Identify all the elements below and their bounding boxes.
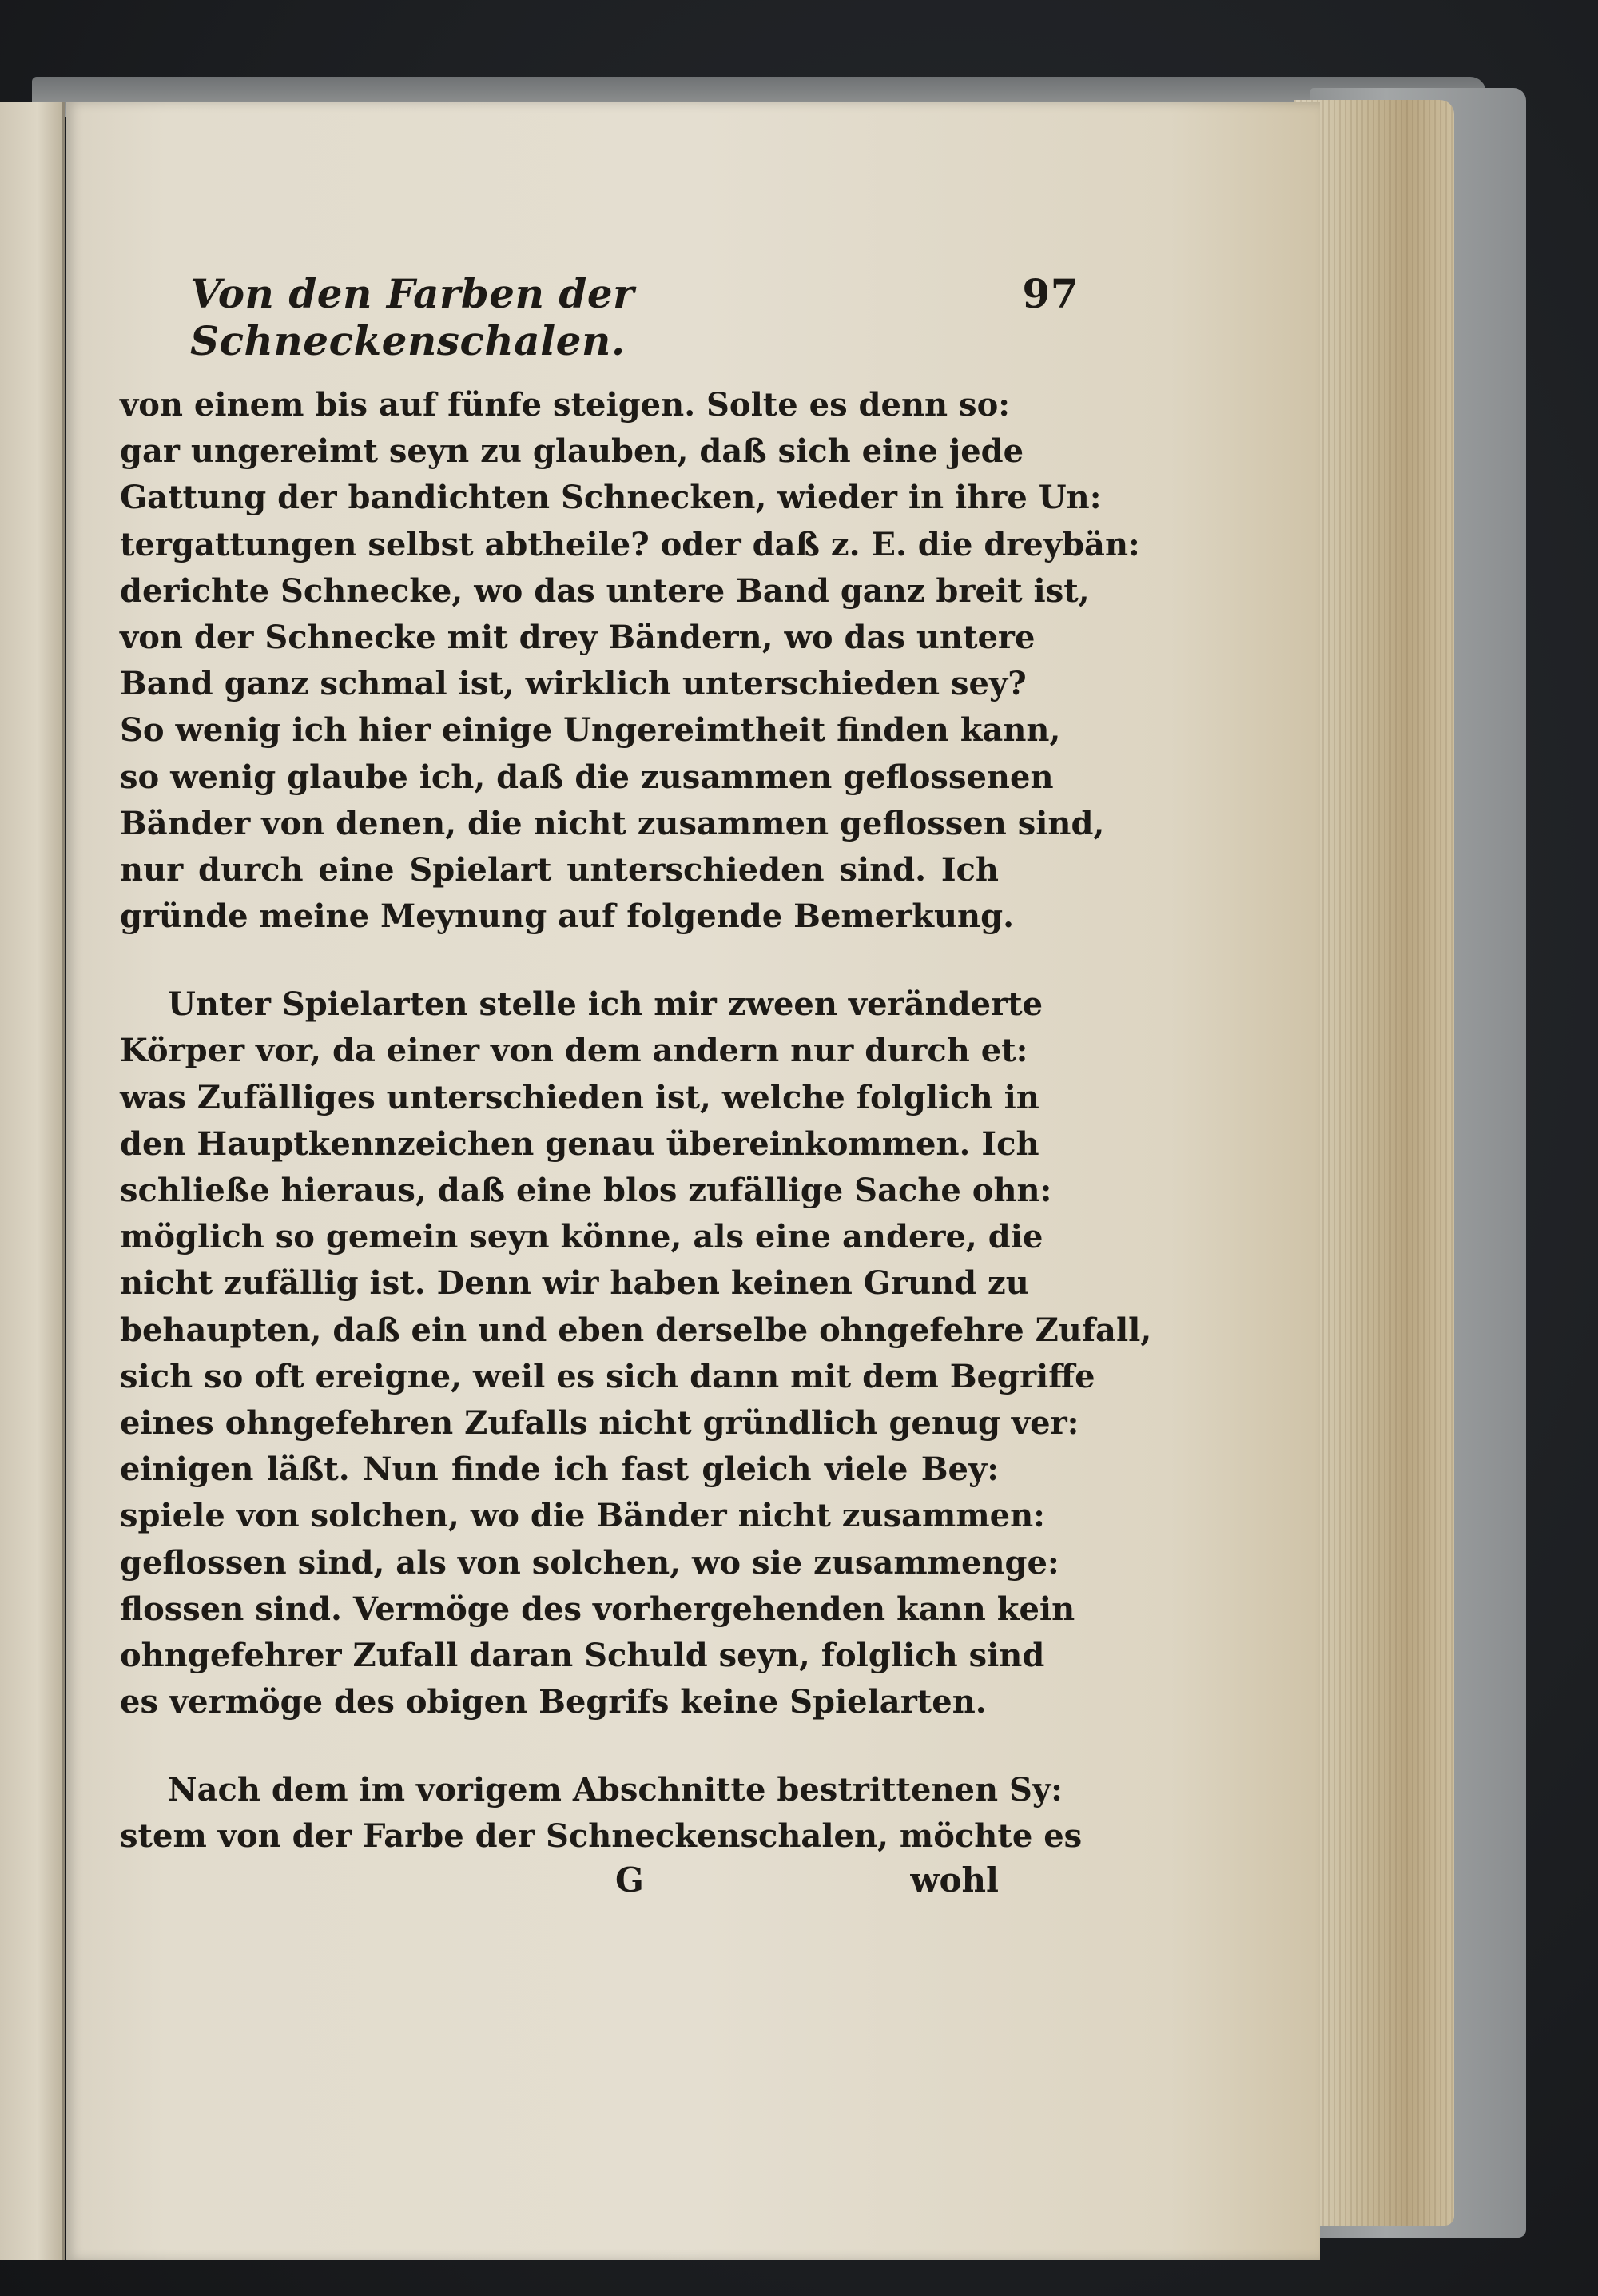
text-line: so wenig glaube ich, daß die zusammen geflossenen (120, 758, 1054, 796)
text-line: Band ganz schmal ist, wirklich unterschieden sey? (120, 665, 1027, 703)
text-line: spiele von solchen, wo die Bänder nicht zusammen: (120, 1497, 1045, 1535)
text-line: möglich so gemein seyn könne, als eine andere, die (120, 1218, 1043, 1256)
text-line: gründe meine Meynung auf folgende Bemerkung. (120, 897, 1015, 936)
text-line: nur durch eine Spielart unterschieden sind. Ich (120, 850, 999, 889)
page-number: 97 (1022, 270, 1079, 317)
text-line: was Zufälliges unterschieden ist, welche folglich in (120, 1078, 1039, 1116)
text-line: den Hauptkennzeichen genau übereinkommen. Ich (120, 1124, 1039, 1163)
page-text-block (120, 270, 1152, 1908)
text-line: Nach dem im vorigem Abschnitte bestrittenen Sy: (168, 1771, 1063, 1809)
text-line: eines ohngefehren Zufalls nicht gründlich genug ver: (120, 1403, 1079, 1442)
book-page (66, 102, 1320, 2260)
text-line: Körper vor, da einer von dem andern nur durch et: (120, 1032, 1028, 1070)
paragraph-1 (120, 382, 1140, 940)
text-line: behaupten, daß ein und eben derselbe ohngefehre Zufall, (120, 1311, 1152, 1349)
text-line: ohngefehrer Zufall daran Schuld seyn, folglich sind (120, 1636, 1045, 1674)
text-line: es vermöge des obigen Begrifs keine Spielarten. (120, 1683, 987, 1721)
text-line: derichte Schnecke, wo das untere Band ganz breit ist, (120, 571, 1090, 610)
text-line: gar ungereimt seyn zu glauben, daß sich eine jede (120, 432, 1024, 471)
text-line: geflossen sind, als von solchen, wo sie zusammenge: (120, 1543, 1059, 1582)
running-head (190, 270, 1079, 364)
facing-page-left (0, 102, 65, 2260)
paragraph-2 (120, 981, 1152, 1725)
text-line: Gattung der bandichten Schnecken, wieder in ihre Un: (120, 479, 1102, 517)
page-footer (120, 1860, 999, 1908)
paragraph-3 (120, 1767, 1083, 1860)
text-line: Bänder von denen, die nicht zusammen geflossen sind, (120, 804, 1105, 842)
text-line: So wenig ich hier einige Ungereimtheit finden kann, (120, 711, 1061, 750)
running-head-title: Von den Farben der Schneckenschalen. (190, 270, 634, 364)
text-line: tergattungen selbst abtheile? oder daß z. E. die dreybän: (120, 525, 1140, 563)
text-line: von der Schnecke mit drey Bändern, wo das untere (120, 618, 1036, 656)
text-line: schließe hieraus, daß eine blos zufällige Sache ohn: (120, 1172, 1052, 1209)
catchword: wohl (910, 1860, 999, 1900)
text-line: stem von der Farbe der Schneckenschalen, möchte es (120, 1817, 1083, 1856)
signature-mark: G (615, 1860, 644, 1900)
text-line: nicht zufällig ist. Denn wir haben keinen Grund zu (120, 1264, 1029, 1303)
text-line: flossen sind. Vermöge des vorhergehenden kann kein (120, 1590, 1075, 1628)
text-line: Unter Spielarten stelle ich mir zween veränderte (168, 985, 1043, 1024)
text-line: von einem bis auf fünfe steigen. Solte es denn so: (120, 386, 1011, 424)
text-line: sich so oft ereigne, weil es sich dann mit dem Begriffe (120, 1357, 1095, 1395)
text-line: einigen läßt. Nun finde ich fast gleich viele Bey: (120, 1450, 999, 1489)
